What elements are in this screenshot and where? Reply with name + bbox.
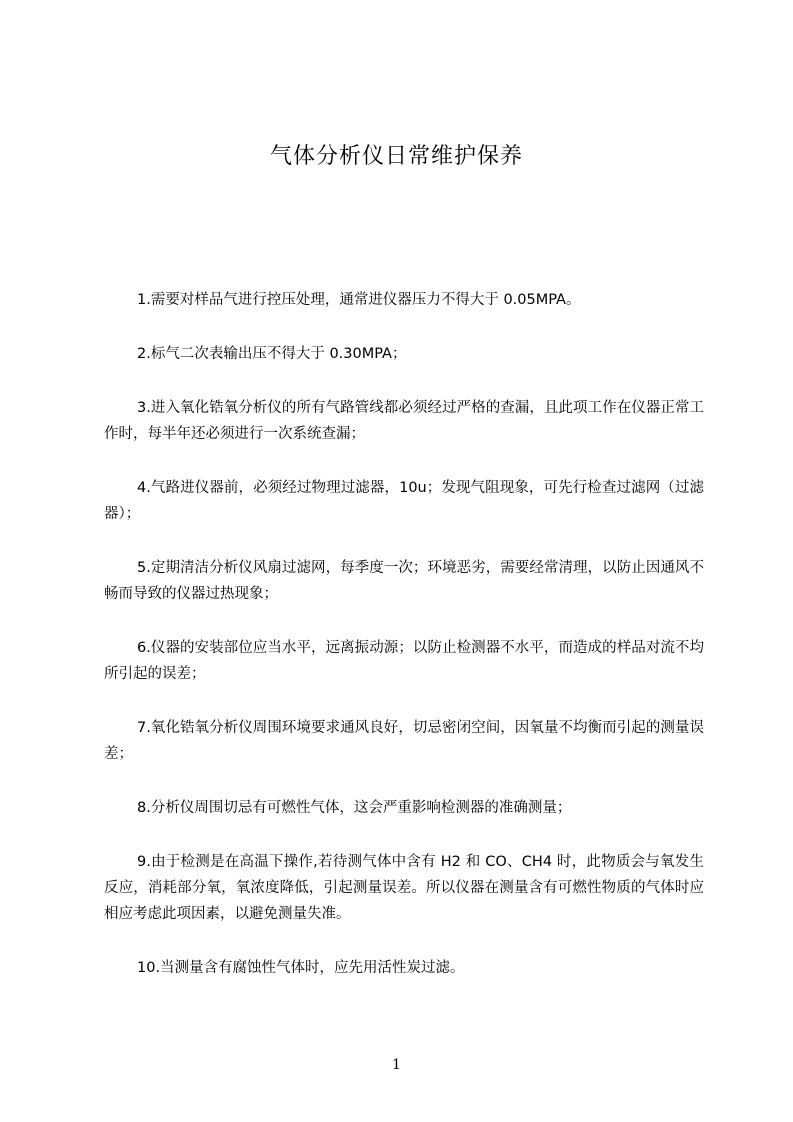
- document-title: 气体分析仪日常维护保养: [269, 144, 523, 169]
- paragraph-9: 9.由于检测是在高温下操作,若待测气体中含有 H2 和 CO、CH4 时，此物质会与氧发生反应，消耗部分氧，氧浓度降低，引起测量误差。所以仪器在测量含有可燃性物质的气体时应相应考虑此项因素，以避免测量失准。: [104, 854, 704, 922]
- paragraph-4: 4.气路进仪器前，必须经过物理过滤器，10u；发现气阻现象，可先行检查过滤网（过滤器）；: [104, 480, 704, 522]
- paragraph-5: 5.定期清洁分析仪风扇过滤网，每季度一次；环境恶劣，需要经常清理，以防止因通风不畅而导致的仪器过热现象；: [104, 560, 704, 602]
- paragraph-7: 7.氧化锆氧分析仪周围环境要求通风良好，切忌密闭空间，因氧量不均衡而引起的测量误差；: [104, 720, 704, 762]
- page-number: 1: [392, 1057, 401, 1073]
- paragraph-8: 8.分析仪周围切忌有可燃性气体，这会严重影响检测器的准确测量；: [137, 800, 572, 816]
- paragraph-3: 3.进入氧化锆氧分析仪的所有气路管线都必须经过严格的查漏，且此项工作在仪器正常工作时，每半年还必须进行一次系统查漏；: [104, 400, 704, 442]
- paragraph-10: 10.当测量含有腐蚀性气体时，应先用活性炭过滤。: [137, 960, 465, 976]
- paragraph-2: 2.标气二次表输出压不得大于 0.30MPA；: [137, 346, 407, 362]
- paragraph-6: 6.仪器的安装部位应当水平，远离振动源；以防止检测器不水平，而造成的样品对流不均所引起的误差；: [104, 640, 704, 682]
- document-body: [104, 287, 704, 1009]
- paragraph-1: 1.需要对样品气进行控压处理，通常进仪器压力不得大于 0.05MPA。: [137, 292, 581, 308]
